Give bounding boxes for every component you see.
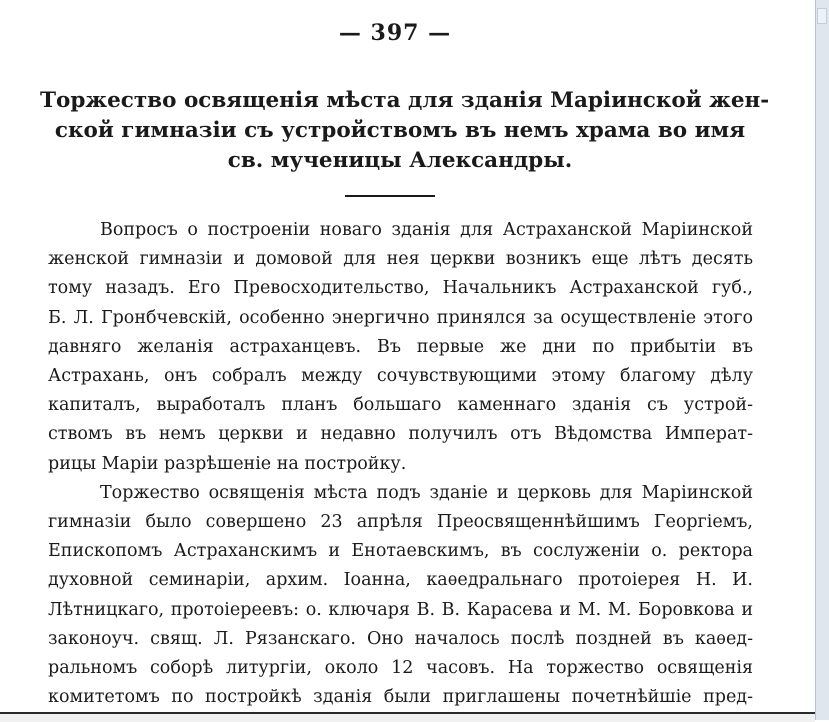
paragraph-1 xyxy=(48,216,753,479)
text-line: комитетомъ по постройкѣ зданія были приглашены почетнѣйшіе пред- xyxy=(48,687,753,708)
text-line: духовной семинаріи, архим. Іоанна, каѳедральнаго протоіерея Н. И. xyxy=(48,570,753,591)
text-line: ствомъ въ немъ церкви и недавно получилъ отъ Вѣдомства Императ- xyxy=(48,424,753,445)
page-number: — 397 — xyxy=(338,20,452,46)
article-title xyxy=(40,86,770,176)
text-line: Астрахань, онъ собралъ между сочувствующими этому благому дѣлу xyxy=(48,366,753,387)
viewer-bottom-edge xyxy=(0,712,815,722)
title-separator xyxy=(345,195,435,197)
text-line: женской гимназіи и домовой для нея церкви возникъ еще лѣтъ десять xyxy=(48,249,753,270)
title-line: св. мученицы Александры. xyxy=(227,148,573,173)
article-body xyxy=(48,216,753,712)
text-line: давняго желанія астраханцевъ. Въ первые же дни по прибытіи въ xyxy=(48,336,753,357)
text-line: Б. Л. Гронбчевскій, особенно энергично принялся за осуществленіе этого xyxy=(48,307,753,328)
text-line: Лѣтницкаго, протоіереевъ: о. ключаря В. В. Карасева и М. М. Боровкова и xyxy=(48,599,753,620)
text-line: Вопросъ о построеніи новаго зданія для Астраханской Маріинской xyxy=(100,220,753,240)
text-line: Епископомъ Астраханскимъ и Енотаевскимъ, въ сослуженіи о. ректора xyxy=(48,541,753,562)
text-line: гимназіи было совершено 23 апрѣля Преосвященнѣйшимъ Георгіемъ, xyxy=(48,512,753,533)
text-line: ральномъ соборѣ литургіи, около 12 часовъ. На торжество освященія xyxy=(48,658,753,679)
text-line: капиталъ, выработалъ планъ большаго каменнаго зданія съ устрой- xyxy=(48,395,753,416)
title-line: ской гимназіи съ устройствомъ въ немъ храма во имя xyxy=(54,118,746,143)
title-line: Торжество освященія мѣста для зданія Маріинской жен- xyxy=(40,88,770,113)
paragraph-2 xyxy=(48,479,753,712)
viewer-corner-icon xyxy=(817,8,827,24)
viewer-scrollbar[interactable] xyxy=(815,0,829,720)
text-line: тому назадъ. Его Превосходительство, Начальникъ Астраханской губ., xyxy=(48,278,753,299)
text-line: Торжество освященія мѣста подъ зданіе и церковь для Маріинской xyxy=(100,482,753,503)
text-line: законоуч. свящ. Л. Рязанскаго. Оно началось послѣ поздней въ каѳед- xyxy=(48,628,753,649)
text-line: рицы Маріи разрѣшеніе на постройку. xyxy=(48,453,407,474)
